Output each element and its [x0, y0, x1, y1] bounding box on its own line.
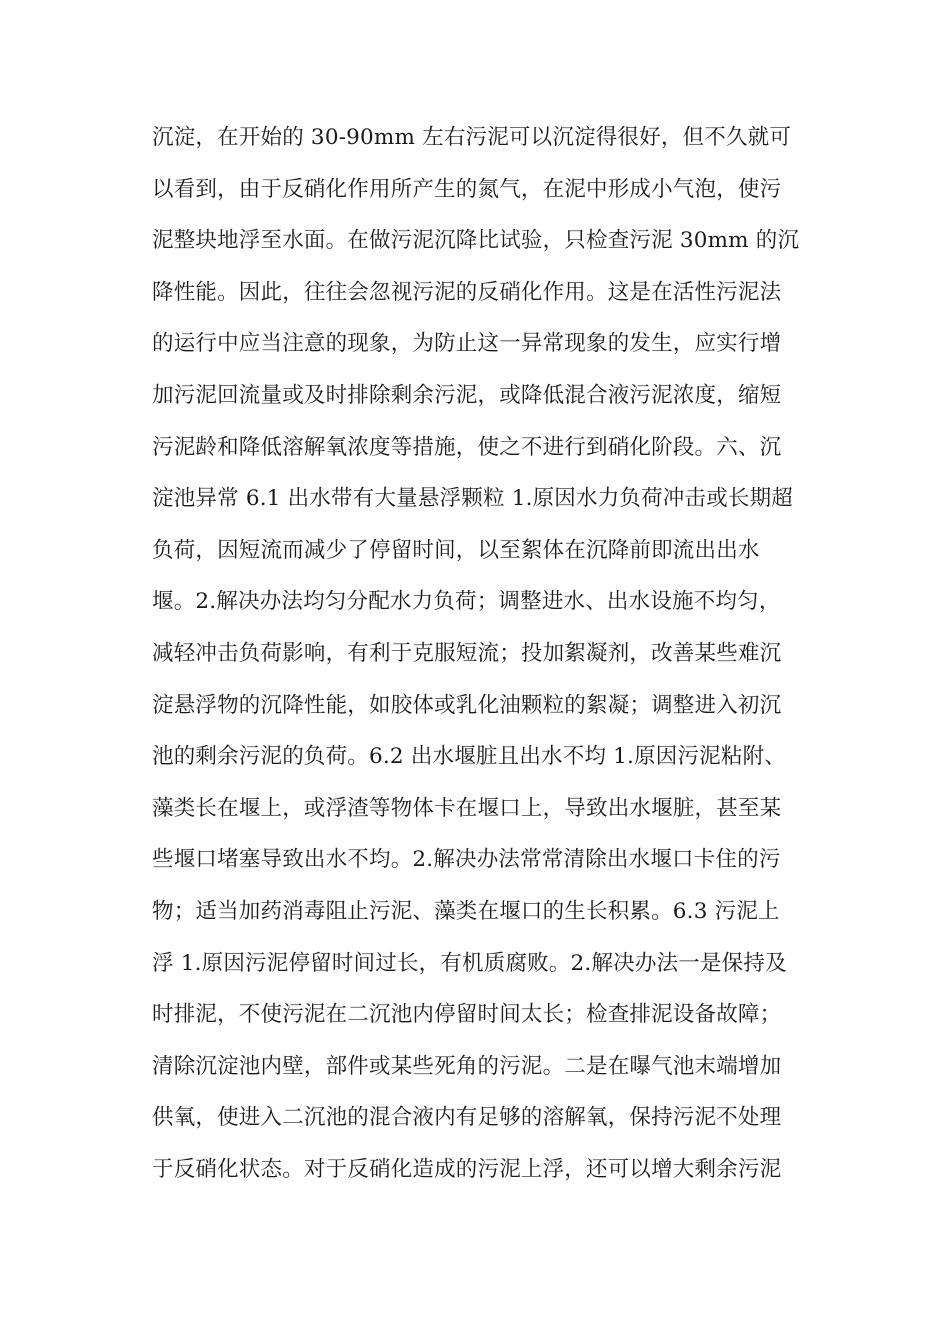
text-line: 淀悬浮物的沉降性能，如胶体或乳化油颗粒的絮凝；调整进入初沉 — [152, 692, 782, 718]
text-line: 些堰口堵塞导致出水不均。2.解决办法常常清除出水堰口卡住的污 — [152, 847, 781, 873]
text-line: 藻类长在堰上，或浮渣等物体卡在堰口上，导致出水堰脏，甚至某 — [152, 795, 782, 821]
text-line: 供氧，使进入二沉池的混合液内有足够的溶解氧，保持污泥不处理 — [152, 1105, 782, 1131]
text-line: 沉淀，在开始的 30-90mm 左右污泥可以沉淀得很好，但不久就可 — [152, 125, 792, 150]
text-line: 污泥龄和降低溶解氧浓度等措施，使之不进行到硝化阶段。六、沉 — [152, 434, 782, 460]
text-line: 泥整块地浮至水面。在做污泥沉降比试验，只检查污泥 30mm 的沉 — [152, 228, 800, 254]
text-line: 减轻冲击负荷影响，有利于克服短流；投加絮凝剂，改善某些难沉 — [152, 640, 782, 666]
text-line: 堰。2.解决办法均匀分配水力负荷；调整进水、出水设施不均匀， — [152, 589, 781, 615]
text-line: 以看到，由于反硝化作用所产生的氮气，在泥中形成小气泡，使污 — [152, 176, 782, 202]
text-line: 物；适当加药消毒阻止污泥、藻类在堰口的生长积累。6.3 污泥上 — [152, 898, 780, 924]
text-line: 负荷，因短流而减少了停留时间，以至絮体在沉降前即流出出水 — [152, 537, 760, 563]
text-line: 加污泥回流量或及时排除剩余污泥，或降低混合液污泥浓度，缩短 — [152, 382, 782, 408]
text-line: 于反硝化状态。对于反硝化造成的污泥上浮，还可以增大剩余污泥 — [152, 1156, 782, 1182]
text-line: 淀池异常 6.1 出水带有大量悬浮颗粒 1.原因水力负荷冲击或长期超 — [152, 486, 794, 512]
body-text — [152, 118, 802, 1201]
text-line: 时排泥，不使污泥在二沉池内停留时间太长；检查排泥设备故障； — [152, 1002, 782, 1028]
text-line: 清除沉淀池内壁，部件或某些死角的污泥。二是在曝气池末端增加 — [152, 1053, 782, 1079]
text-line: 池的剩余污泥的负荷。6.2 出水堰脏且出水不均 1.原因污泥粘附、 — [152, 744, 786, 770]
text-line: 的运行中应当注意的现象，为防止这一异常现象的发生，应实行增 — [152, 331, 782, 357]
text-line: 降性能。因此，往往会忽视污泥的反硝化作用。这是在活性污泥法 — [152, 279, 782, 305]
text-line: 浮 1.原因污泥停留时间过长，有机质腐败。2.解决办法一是保持及 — [152, 950, 787, 976]
